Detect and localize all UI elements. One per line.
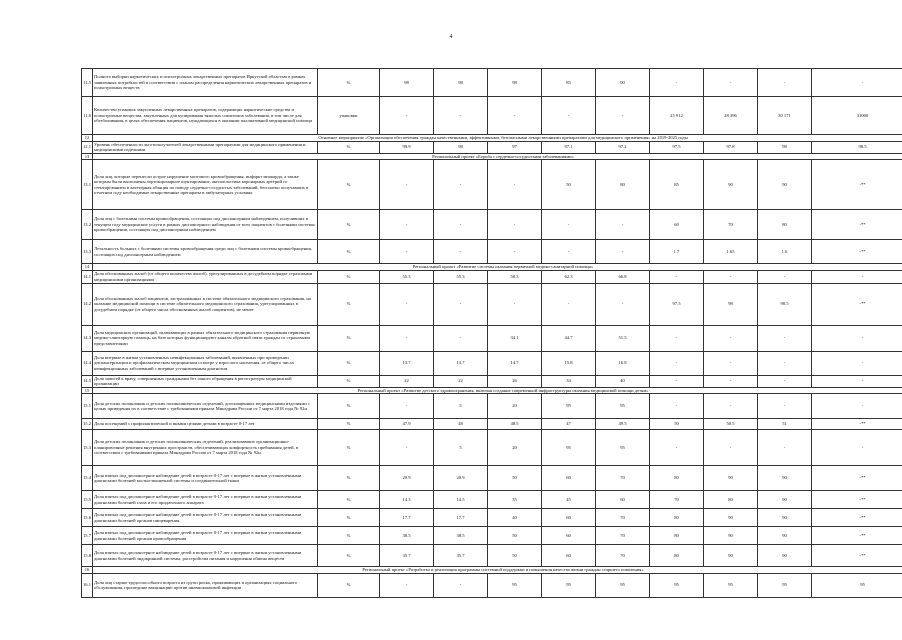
- unit-cell: %: [318, 573, 380, 597]
- value-cell: 49.5: [596, 419, 650, 430]
- value-cell: -: [650, 270, 704, 283]
- value-cell: 55.3: [380, 270, 434, 283]
- value-cell: 80: [650, 466, 704, 491]
- row-number: 12: [82, 135, 93, 142]
- value-cell: 80: [596, 160, 650, 210]
- indicator-name: Доля медицинских организаций, оказывающих в рамках обязательного медицинского страхования первичную медико-санитарную помощь, на базе которых функционируют каналы обратной связи граждан со страховыми представителями: [93, 325, 318, 351]
- value-cell: 22: [380, 375, 434, 387]
- value-cell: -: [812, 325, 902, 351]
- value-cell: -: [758, 375, 812, 387]
- value-cell: 22: [434, 375, 488, 387]
- value-cell: 97.1: [542, 141, 596, 153]
- value-cell: 58.3: [488, 270, 542, 283]
- value-cell: -: [650, 394, 704, 419]
- value-cell: 70: [596, 466, 650, 491]
- value-cell: 80: [650, 527, 704, 545]
- value-cell: 50: [488, 527, 542, 545]
- table-row: [82, 160, 902, 210]
- value-cell: 45: [542, 491, 596, 509]
- value-cell: 80: [650, 509, 704, 527]
- unit-cell: %: [318, 491, 380, 509]
- value-cell: 51.5: [596, 325, 650, 351]
- value-cell: -: [380, 573, 434, 597]
- value-cell: -: [380, 210, 434, 240]
- table-row: [82, 419, 902, 430]
- value-cell: 17.7: [380, 509, 434, 527]
- section-title: Основное мероприятие «Организация обеспечения граждан качественными, эффективными, безопасными лекарственными препаратами для медицинского применения» на 2019-2025 годы: [93, 135, 902, 142]
- value-cell: 95: [542, 394, 596, 419]
- value-cell: -: [434, 160, 488, 210]
- value-cell: -: [542, 97, 596, 135]
- section-title: Региональный проект «Развитие детского здравоохранения, включая создание современной инфраструктуры оказания медицинской помощи детям»: [93, 387, 902, 394]
- value-cell: 35: [488, 491, 542, 509]
- value-cell: 98: [380, 69, 434, 97]
- value-cell: 97.5: [650, 141, 704, 153]
- value-cell: -: [704, 69, 758, 97]
- indicator-name: Доля взятых под диспансерное наблюдение детей в возрасте 0-17 лет с впервые в жизни установленными диагнозами болезней костно-мышечной системы и соединительной ткани: [93, 466, 318, 491]
- value-cell: -: [596, 97, 650, 135]
- value-cell: 31000: [812, 97, 902, 135]
- value-cell: 95: [704, 573, 758, 597]
- value-cell: 90: [704, 160, 758, 210]
- value-cell: -**: [812, 240, 902, 264]
- value-cell: -: [488, 160, 542, 210]
- value-cell: 50: [542, 160, 596, 210]
- value-cell: 60: [542, 545, 596, 567]
- value-cell: -: [704, 375, 758, 387]
- value-cell: 95: [812, 573, 902, 597]
- unit-cell: %: [318, 210, 380, 240]
- value-cell: 35.7: [434, 545, 488, 567]
- value-cell: -: [434, 283, 488, 325]
- value-cell: 50: [488, 545, 542, 567]
- value-cell: -**: [812, 491, 902, 509]
- value-cell: 70: [650, 491, 704, 509]
- row-number: 15.7: [82, 527, 93, 545]
- indicator-name: Доля лиц с болезнями системы кровообращения, состоящих под диспансерным наблюдением, получивших в текущем году медицинские услуги в рамках диспансерного наблюдения от всех пациентов с болезнями системы кровообращения, состоящих под диспансерным наблюдением: [93, 210, 318, 240]
- value-cell: 60: [542, 509, 596, 527]
- value-cell: 13.7: [380, 351, 434, 375]
- value-cell: 55.3: [434, 270, 488, 283]
- value-cell: 60: [542, 466, 596, 491]
- value-cell: 25 912: [650, 97, 704, 135]
- section-title: Региональный проект «Борьба с сердечно-сосудистыми заболеваниями»: [93, 153, 902, 160]
- value-cell: 90: [596, 69, 650, 97]
- table-row: [82, 351, 902, 375]
- value-cell: 34.1: [488, 325, 542, 351]
- table-row: [82, 527, 902, 545]
- value-cell: 50: [488, 466, 542, 491]
- value-cell: -: [650, 69, 704, 97]
- value-cell: 40: [488, 509, 542, 527]
- value-cell: 90: [704, 466, 758, 491]
- unit-cell: %: [318, 527, 380, 545]
- row-number: 11.6: [82, 97, 93, 135]
- indicator-name: Доля взятых под диспансерное наблюдение детей в возрасте 0-17 лет с впервые в жизни установленными диагнозами болезней эндокринной системы, расстройства питания и нарушения обмена веществ: [93, 545, 318, 567]
- value-cell: 95: [758, 573, 812, 597]
- unit-cell: %: [318, 351, 380, 375]
- value-cell: -**: [812, 283, 902, 325]
- indicator-name: Доля взятых под диспансерное наблюдение детей в возрасте 0-17 лет с впервые в жизни установленными диагнозами болезней органов пищеварения: [93, 509, 318, 527]
- table-row: [82, 545, 902, 567]
- value-cell: -: [380, 394, 434, 419]
- value-cell: 90: [758, 545, 812, 567]
- value-cell: 95: [542, 430, 596, 466]
- table-row: [82, 210, 902, 240]
- row-number: 15.2: [82, 419, 93, 430]
- value-cell: 20: [488, 430, 542, 466]
- value-cell: 97: [488, 141, 542, 153]
- value-cell: -: [434, 325, 488, 351]
- row-number: 14.5: [82, 375, 93, 387]
- value-cell: 97.5: [650, 283, 704, 325]
- value-cell: 85: [650, 160, 704, 210]
- value-cell: -: [596, 210, 650, 240]
- indicator-name: Доля лиц, которые перенесли острое нарушение мозгового кровообращения, инфаркт миокарда, а также которым были выполнены аортокоронарное шунтирование, ангиопластика коронарных артерий со стентированием и катетерная абляция по поводу сердечно-сосудистых заболеваний, бесплатно получавших в отчетном году необходимые лекарственные препараты в амбулаторных условиях: [93, 160, 318, 210]
- value-cell: 28 396: [704, 97, 758, 135]
- row-number: 15.4: [82, 466, 93, 491]
- indicator-name: Полнота выборки наркотических и психотропных лекарственных препаратов Иркутской областью в рамках заявленных потребностей в соответствии с планом распределения наркотических лекарственных препаратов и психотропных веществ: [93, 69, 318, 97]
- unit-cell: %: [318, 325, 380, 351]
- value-cell: -: [812, 270, 902, 283]
- value-cell: 44.7: [542, 325, 596, 351]
- table-row: [82, 283, 902, 325]
- value-cell: -: [488, 210, 542, 240]
- table-row: [82, 430, 902, 466]
- indicator-name: Доля обоснованных жалоб пациентов, застрахованных в системе обязательного медицинского страхования, на оказание медицинской помощи в системе обязательного медицинского страхования, урегулированных в досудебном порядке (от общего числа обоснованных жалоб пациентов), не менее: [93, 283, 318, 325]
- value-cell: 95: [650, 573, 704, 597]
- value-cell: 70: [596, 545, 650, 567]
- value-cell: 70: [596, 527, 650, 545]
- value-cell: -**: [812, 527, 902, 545]
- row-number: 14.3: [82, 325, 93, 351]
- unit-cell: %: [318, 545, 380, 567]
- table-row: [82, 270, 902, 283]
- value-cell: -: [380, 283, 434, 325]
- value-cell: 14.3: [380, 491, 434, 509]
- value-cell: -: [812, 351, 902, 375]
- value-cell: -**: [812, 419, 902, 430]
- table-row: [82, 240, 902, 264]
- value-cell: 95: [542, 573, 596, 597]
- value-cell: 90: [758, 527, 812, 545]
- value-cell: -: [434, 210, 488, 240]
- value-cell: 95: [488, 573, 542, 597]
- value-cell: -: [704, 325, 758, 351]
- value-cell: -: [758, 430, 812, 466]
- value-cell: 50.5: [704, 419, 758, 430]
- section-title: Региональный проект «Разработка и реализация программы системной поддержки и повышения качества жизни граждан старшего поколения»: [93, 567, 902, 574]
- value-cell: 47: [542, 419, 596, 430]
- value-cell: 1.65: [704, 240, 758, 264]
- indicator-name: Доля лиц старше трудоспособного возраста из групп риска, проживающих в организациях социального обслуживания, прошедшие вакцинацию против пневмококковой инфекции: [93, 573, 318, 597]
- unit-cell: %: [318, 375, 380, 387]
- table-body: [82, 69, 902, 598]
- table-row: [82, 491, 902, 509]
- value-cell: 48: [434, 419, 488, 430]
- value-cell: -: [812, 430, 902, 466]
- row-number: 13.3: [82, 240, 93, 264]
- unit-cell: %: [318, 419, 380, 430]
- value-cell: 60: [650, 210, 704, 240]
- unit-cell: %: [318, 466, 380, 491]
- value-cell: 60: [596, 491, 650, 509]
- value-cell: 70: [596, 509, 650, 527]
- table-row: [82, 69, 902, 97]
- indicator-name: Доля детских поликлиник и детских поликлинических отделений, дооснащенных медицинскими изделиями с целью приведения их в соответствие с требованиями приказа Минздрава России от 7 марта 2018 года № 92н: [93, 394, 318, 419]
- value-cell: 26: [488, 375, 542, 387]
- indicator-name: Количество упаковок закупленных лекарственных препаратов, содержащих наркотические средства и психотропные вещества, закупленных для купирования тяжелых симптомов заболевания, в том числе для обезболивания, в целях обеспечения пациентов, нуждающихся в оказании паллиативной медицинской помощи: [93, 97, 318, 135]
- indicator-name: Уровень обеспеченности льготополучателей лекарственными препаратами для медицинского применения и медицинскими изделиями: [93, 141, 318, 153]
- row-number: 13: [82, 153, 93, 160]
- value-cell: 99.9: [380, 141, 434, 153]
- value-cell: -: [704, 351, 758, 375]
- value-cell: -: [650, 351, 704, 375]
- row-number: 13.1: [82, 160, 93, 210]
- value-cell: 13.7: [434, 351, 488, 375]
- value-cell: -: [812, 69, 902, 97]
- unit-cell: %: [318, 141, 380, 153]
- value-cell: -: [650, 325, 704, 351]
- value-cell: -: [758, 270, 812, 283]
- value-cell: -**: [812, 210, 902, 240]
- value-cell: -: [704, 270, 758, 283]
- unit-cell: %: [318, 69, 380, 97]
- value-cell: 90: [704, 527, 758, 545]
- value-cell: 38.5: [380, 527, 434, 545]
- row-number: 15.6: [82, 509, 93, 527]
- value-cell: 98: [434, 69, 488, 97]
- table-row: [82, 97, 902, 135]
- value-cell: -: [542, 210, 596, 240]
- row-number: 14.4: [82, 351, 93, 375]
- value-cell: -**: [812, 466, 902, 491]
- value-cell: 98: [704, 283, 758, 325]
- value-cell: -: [704, 394, 758, 419]
- value-cell: 5: [434, 394, 488, 419]
- value-cell: -: [758, 394, 812, 419]
- table-row: [82, 141, 902, 153]
- value-cell: -: [650, 430, 704, 466]
- value-cell: 90: [704, 509, 758, 527]
- row-number: 15: [82, 387, 93, 394]
- indicator-name: Доля взятых под диспансерное наблюдение детей в возрасте 0-17 лет с впервые в жизни установленными диагнозами болезней глаза и его придаточного аппарата: [93, 491, 318, 509]
- row-number: 11.5: [82, 69, 93, 97]
- table-row: [82, 375, 902, 387]
- value-cell: 35.7: [380, 545, 434, 567]
- value-cell: 5: [434, 430, 488, 466]
- value-cell: 97.2: [596, 141, 650, 153]
- table-row: [82, 573, 902, 597]
- value-cell: -: [380, 160, 434, 210]
- unit-cell: %: [318, 160, 380, 210]
- value-cell: 80: [758, 210, 812, 240]
- value-cell: 66.8: [596, 270, 650, 283]
- indicator-name: Доля взятых под диспансерное наблюдение детей в возрасте 0-17 лет с впервые в жизни установленными диагнозами болезней органов кровообращения: [93, 527, 318, 545]
- value-cell: 62.3: [542, 270, 596, 283]
- value-cell: -: [488, 240, 542, 264]
- indicators-table: [81, 68, 902, 598]
- indicator-name: Доля записей к врачу, совершенных гражданами без очного обращения в регистратуры медицинской организации: [93, 375, 318, 387]
- section-title: Региональный проект «Развитие системы оказания первичной медико-санитарной помощи»: [93, 264, 902, 271]
- row-number: 12.1: [82, 141, 93, 153]
- value-cell: -: [380, 430, 434, 466]
- value-cell: 90: [758, 466, 812, 491]
- value-cell: 90: [704, 545, 758, 567]
- value-cell: -: [596, 283, 650, 325]
- unit-cell: %: [318, 509, 380, 527]
- table-row: [82, 394, 902, 419]
- value-cell: 17.7: [434, 509, 488, 527]
- value-cell: -: [650, 375, 704, 387]
- table-row: [82, 325, 902, 351]
- value-cell: 48.5: [488, 419, 542, 430]
- table-row: [82, 466, 902, 491]
- value-cell: 98: [488, 69, 542, 97]
- value-cell: 98: [434, 141, 488, 153]
- value-cell: -: [758, 69, 812, 97]
- value-cell: 20.9: [434, 466, 488, 491]
- indicator-name: Летальность больных с болезнями системы кровообращения среди лиц с болезнями системы кровообращения, состоящих под диспансерным наблюдением: [93, 240, 318, 264]
- row-number: 14.2: [82, 283, 93, 325]
- value-cell: 40: [596, 375, 650, 387]
- value-cell: 1.7: [650, 240, 704, 264]
- row-number: 16: [82, 567, 93, 574]
- value-cell: -: [434, 240, 488, 264]
- value-cell: 20: [488, 394, 542, 419]
- value-cell: 90: [758, 491, 812, 509]
- row-number: 15.3: [82, 430, 93, 466]
- value-cell: -: [542, 283, 596, 325]
- value-cell: 14.7: [488, 351, 542, 375]
- value-cell: 98.5: [758, 283, 812, 325]
- value-cell: 20.9: [380, 466, 434, 491]
- value-cell: -: [704, 430, 758, 466]
- row-number: 13.2: [82, 210, 93, 240]
- row-number: 14.1: [82, 270, 93, 283]
- value-cell: 80: [650, 545, 704, 567]
- value-cell: 80: [704, 491, 758, 509]
- value-cell: 85: [542, 69, 596, 97]
- value-cell: 60: [542, 527, 596, 545]
- indicator-name: Доля посещений с профилактической и иными целями детьми в возрасте 0-17 лет: [93, 419, 318, 430]
- unit-cell: упаковки: [318, 97, 380, 135]
- value-cell: 14.5: [434, 491, 488, 509]
- value-cell: 70: [704, 210, 758, 240]
- indicator-name: Доля обоснованных жалоб (от общего количества жалоб), урегулированных в досудебном порядке страховыми медицинскими организациями: [93, 270, 318, 283]
- value-cell: 34: [542, 375, 596, 387]
- value-cell: 47.9: [380, 419, 434, 430]
- row-number: 15.8: [82, 545, 93, 567]
- value-cell: 98.5: [812, 141, 902, 153]
- indicator-name: Доля впервые в жизни установленных неинфекционных заболеваний, выявленных при проведении диспансеризации и профилактическом медицинском осмотре у взрослого населения, от общего числа неинфекционных заболеваний с впервые установленным диагнозом: [93, 351, 318, 375]
- value-cell: -: [812, 394, 902, 419]
- value-cell: 1.6: [758, 240, 812, 264]
- unit-cell: %: [318, 240, 380, 264]
- value-cell: 30 171: [758, 97, 812, 135]
- value-cell: -: [596, 240, 650, 264]
- value-cell: -: [758, 325, 812, 351]
- value-cell: 90: [758, 160, 812, 210]
- value-cell: 95: [596, 394, 650, 419]
- value-cell: -: [380, 325, 434, 351]
- value-cell: 15.8: [542, 351, 596, 375]
- value-cell: 90: [758, 509, 812, 527]
- value-cell: 38.5: [434, 527, 488, 545]
- value-cell: -**: [812, 509, 902, 527]
- value-cell: -: [380, 240, 434, 264]
- value-cell: 97.8: [704, 141, 758, 153]
- value-cell: -: [380, 97, 434, 135]
- row-number: 14: [82, 264, 93, 271]
- value-cell: 95: [596, 430, 650, 466]
- unit-cell: %: [318, 430, 380, 466]
- value-cell: 95: [596, 573, 650, 597]
- table-row: [82, 509, 902, 527]
- value-cell: -**: [812, 160, 902, 210]
- unit-cell: %: [318, 270, 380, 283]
- value-cell: -: [758, 351, 812, 375]
- value-cell: -: [434, 97, 488, 135]
- value-cell: 51: [758, 419, 812, 430]
- unit-cell: %: [318, 283, 380, 325]
- indicator-name: Доля детских поликлиник и детских поликлинических отделений, реализовавших организационно-планировочные решения внутренних пространств, обеспечивающих комфортность пребывания детей, в соответствии с требованиями приказа Минздрава России от 7 марта 2018 года № 92н: [93, 430, 318, 466]
- row-number: 15.5: [82, 491, 93, 509]
- value-cell: -: [488, 283, 542, 325]
- unit-cell: %: [318, 394, 380, 419]
- value-cell: 98: [758, 141, 812, 153]
- row-number: 15.1: [82, 394, 93, 419]
- value-cell: 16.8: [596, 351, 650, 375]
- value-cell: -: [542, 240, 596, 264]
- value-cell: -: [488, 97, 542, 135]
- row-number: 16.1: [82, 573, 93, 597]
- value-cell: -: [434, 573, 488, 597]
- page-number: 4: [449, 34, 453, 40]
- value-cell: -**: [812, 545, 902, 567]
- value-cell: 50: [650, 419, 704, 430]
- value-cell: -: [812, 375, 902, 387]
